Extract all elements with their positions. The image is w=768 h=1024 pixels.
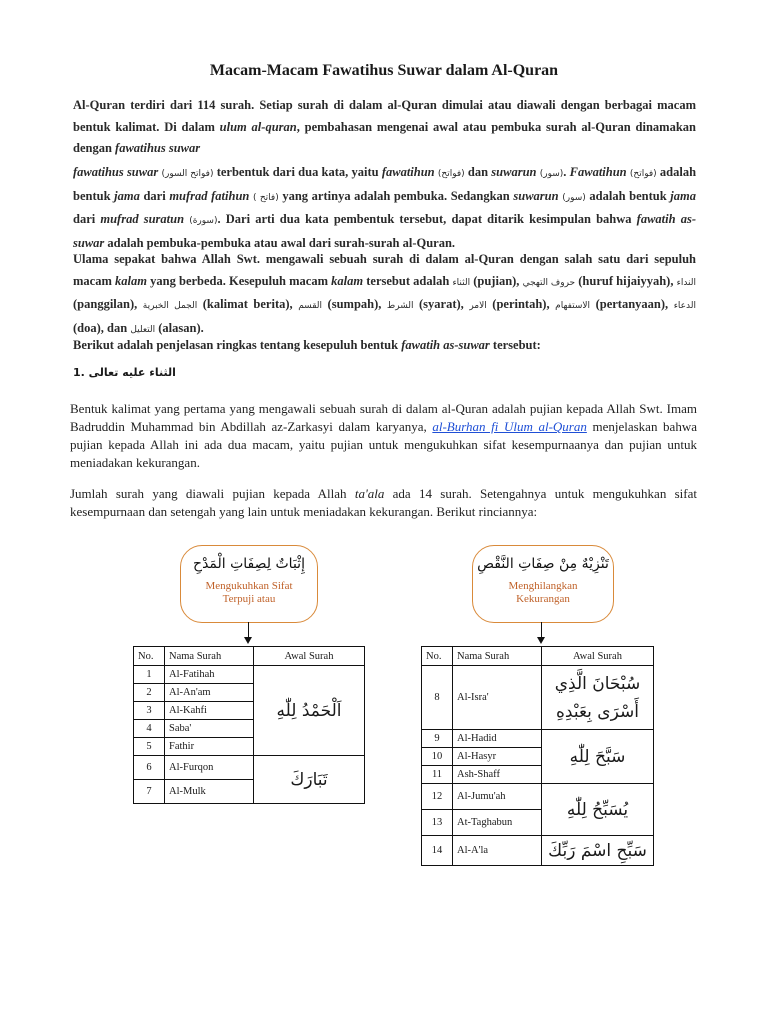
awal-tabaraka: تَبَارَكَ: [254, 756, 365, 804]
arabic-text: الدعاء: [673, 301, 696, 311]
row-no: 14: [422, 836, 453, 866]
right-box-line1: Menghilangkan: [508, 580, 578, 592]
table-header-row: [134, 647, 365, 666]
text: ada 14 surah. Setengahnya untuk mengukuhkan sifat kesempurnaan dan setengah yang lain untuk meniadakan kekurangan. Berikut rinciannya:: [70, 486, 698, 519]
right-box-line2: Kekurangan: [516, 593, 570, 605]
arabic-text: الشرط: [386, 301, 414, 311]
awal-line: أَسْرَى بِعَبْدِهِ: [556, 701, 639, 722]
text: tersebut:: [489, 338, 541, 352]
row-nama: Al-Hasyr: [453, 748, 542, 766]
row-nama: Al-Hadid: [453, 730, 542, 748]
left-box-arabic: إِثْبَاتٌ لِصِفَاتِ الْمَدْحِ: [193, 556, 305, 572]
left-arrow: [248, 622, 249, 638]
arabic-text: الامر: [469, 301, 487, 311]
row-no: 3: [134, 702, 165, 720]
text: kalam: [115, 273, 147, 288]
awal-yusabbihu: يُسَبِّحُ لِلّٰهِ: [542, 784, 654, 836]
book-link[interactable]: al-Burhan fi Ulum al-Quran: [432, 419, 587, 434]
text: , pembahasan mengenai awal atau pembuka surah al-Quran dinamakan dengan: [73, 119, 696, 155]
row-no: 5: [134, 738, 165, 756]
text: fawatihus suwar: [73, 165, 159, 179]
text: (sumpah),: [322, 297, 387, 311]
arabic-text: النداء: [676, 277, 697, 288]
row-no: 2: [134, 684, 165, 702]
arabic-text: حروف التهجي: [522, 277, 576, 288]
text: (perintah),: [486, 297, 556, 311]
right-category-box: [472, 545, 614, 623]
text: yang artinya adalah pembuka. Sedangkan: [278, 188, 514, 203]
intro-paragraph: [73, 95, 696, 160]
row-no: 11: [422, 766, 453, 784]
text: dari: [73, 212, 101, 226]
arabic-text: ( فاتح): [252, 192, 279, 203]
table-row: [422, 784, 654, 810]
text: (alasan).: [155, 320, 204, 335]
awal-line: سُبْحَانَ الَّذِي: [554, 673, 641, 694]
definition-paragraph: [73, 162, 696, 254]
row-nama: Fathir: [165, 738, 254, 756]
text: yang berbeda. Kesepuluh macam: [146, 273, 332, 288]
arabic-text: (فواتح السور): [161, 169, 214, 179]
arabic-text: (سورة): [189, 216, 218, 226]
row-nama: Ash-Shaff: [453, 766, 542, 784]
left-box-line2: Terpuji atau: [222, 593, 276, 605]
row-no: 7: [134, 780, 165, 804]
text: (kalimat berita),: [197, 297, 299, 311]
table-row: [134, 666, 365, 684]
table-row: [134, 756, 365, 780]
row-no: 4: [134, 720, 165, 738]
text: fawatih as-suwar: [401, 338, 490, 352]
text: fawatihun: [381, 165, 435, 179]
text: dari: [139, 188, 170, 203]
row-nama: At-Taghabun: [453, 810, 542, 836]
row-no: 1: [134, 666, 165, 684]
header-awal: Awal Surah: [254, 647, 365, 666]
arabic-text: (سور): [562, 192, 586, 203]
header-nama: Nama Surah: [453, 647, 542, 666]
text: menjelaskan bahwa pujian kepada Allah ini ada dua macam, yaitu pujian untuk mengukuhkan sifat kesempurnaanya dan pujian untuk meniadakan kekurangan.: [70, 419, 697, 470]
text: ulum al-quran: [219, 119, 297, 134]
text: terbentuk dari dua kata, yaitu: [213, 165, 382, 179]
right-arrow: [541, 622, 542, 638]
awal-sabbaha: سَبَّحَ لِلّٰهِ: [542, 730, 654, 784]
text: (pertanyaan),: [590, 297, 674, 311]
left-category-box: [180, 545, 318, 623]
section-heading: 1. الثناء عليه تعالى: [73, 366, 176, 379]
kalam-paragraph: [73, 249, 696, 341]
table-header-row: [422, 647, 654, 666]
header-no: No.: [134, 647, 165, 666]
text: adalah pembuka-pembuka atau awal dari surah-surah al-Quran.: [104, 235, 456, 250]
right-surah-table: [421, 646, 654, 866]
text: jama: [114, 188, 140, 203]
text: adalah bentuk: [585, 188, 671, 203]
table-row: [422, 666, 654, 730]
page-title: Macam-Macam Fawatihus Suwar dalam Al-Quran: [209, 62, 559, 79]
row-nama: Al-Furqon: [165, 756, 254, 780]
text: Al-Quran terdiri dari 114 surah. Setiap surah di dalam al-Quran dimulai atau diawali dengan berbagai macam bentuk kalimat. Di dalam: [73, 98, 696, 134]
left-surah-table: [133, 646, 365, 804]
arabic-text: الجمل الخبرية: [142, 301, 198, 311]
text: . Dari arti dua kata pembentuk tersebut, dapat ditarik kesimpulan bahwa: [217, 212, 637, 226]
text: Jumlah surah yang diawali pujian kepada Allah: [70, 486, 355, 501]
arabic-text: الثناء: [452, 277, 471, 288]
row-nama: Al-Kahfi: [165, 702, 254, 720]
arabic-text: (فواتح): [629, 169, 657, 179]
text: .: [563, 165, 570, 179]
header-no: No.: [422, 647, 453, 666]
arabic-text: (سور): [539, 169, 564, 179]
arabic-text: التعليل: [130, 324, 156, 335]
row-nama: Al-Jumu'ah: [453, 784, 542, 810]
text: fawatih as-suwar: [73, 212, 696, 250]
row-no: 13: [422, 810, 453, 836]
text: adalah bentuk: [73, 165, 697, 203]
text: dan: [464, 165, 492, 179]
left-box-line1: Mengukuhkan Sifat: [205, 580, 293, 592]
text: mufrad fatihun: [169, 188, 250, 203]
row-nama: Al-An'am: [165, 684, 254, 702]
arabic-text: (فواتح): [437, 169, 465, 179]
row-no: 8: [422, 666, 453, 730]
text: (huruf hijaiyyah),: [575, 273, 677, 288]
jumlah-paragraph: [70, 485, 697, 521]
row-nama: Al-Fatihah: [165, 666, 254, 684]
text: mufrad suratun: [100, 212, 185, 226]
pujian-paragraph: [70, 400, 697, 472]
text: suwarun: [491, 165, 537, 179]
row-nama: Al-A'la: [453, 836, 542, 866]
arabic-text: الاستفهام: [555, 301, 591, 311]
row-no: 9: [422, 730, 453, 748]
text: kalam: [331, 273, 364, 288]
row-nama: Saba': [165, 720, 254, 738]
text: fawatihus suwar: [115, 141, 201, 155]
row-no: 10: [422, 748, 453, 766]
text: Ulama sepakat bahwa Allah Swt. mengawali sebuah surah di dalam al-Quran dengan salah satu dari sepuluh macam: [73, 252, 696, 288]
text: jama: [670, 188, 696, 203]
text: ta'ala: [354, 486, 385, 501]
text: Bentuk kalimat yang pertama yang mengawali sebuah surah di dalam al-Quran adalah pujian kepada Allah Swt. Imam Badruddin Muhammad bin Abdillah az-Zarkasyi dalam karyanya,: [70, 401, 697, 434]
text: tersebut adalah: [363, 273, 453, 288]
header-awal: Awal Surah: [542, 647, 654, 666]
table-row: [422, 836, 654, 866]
text: suwarun: [513, 188, 559, 203]
text: (doa), dan: [73, 320, 131, 335]
row-no: 6: [134, 756, 165, 780]
text: Berikut adalah penjelasan ringkas tentang kesepuluh bentuk: [73, 338, 402, 352]
table-row: [422, 730, 654, 748]
row-nama: Al-Isra': [453, 666, 542, 730]
arabic-text: القسم: [298, 301, 323, 311]
text: (panggilan),: [73, 297, 143, 311]
awal-sabbihisma: سَبِّحِ اسْمَ رَبِّكَ: [542, 836, 654, 866]
awal-alhamdulillah: اَلْحَمْدُ لِلّٰهِ: [254, 666, 365, 756]
text: Fawatihun: [569, 165, 627, 179]
row-nama: Al-Mulk: [165, 780, 254, 804]
text: (pujian),: [470, 273, 523, 288]
list-intro-paragraph: [73, 335, 696, 357]
text: (syarat),: [413, 297, 470, 311]
header-nama: Nama Surah: [165, 647, 254, 666]
awal-subhanalladzi: [542, 666, 654, 730]
row-no: 12: [422, 784, 453, 810]
right-box-arabic: تَنْزِيْهٌ مِنْ صِفَاتِ النَّقْصِ: [477, 556, 609, 572]
